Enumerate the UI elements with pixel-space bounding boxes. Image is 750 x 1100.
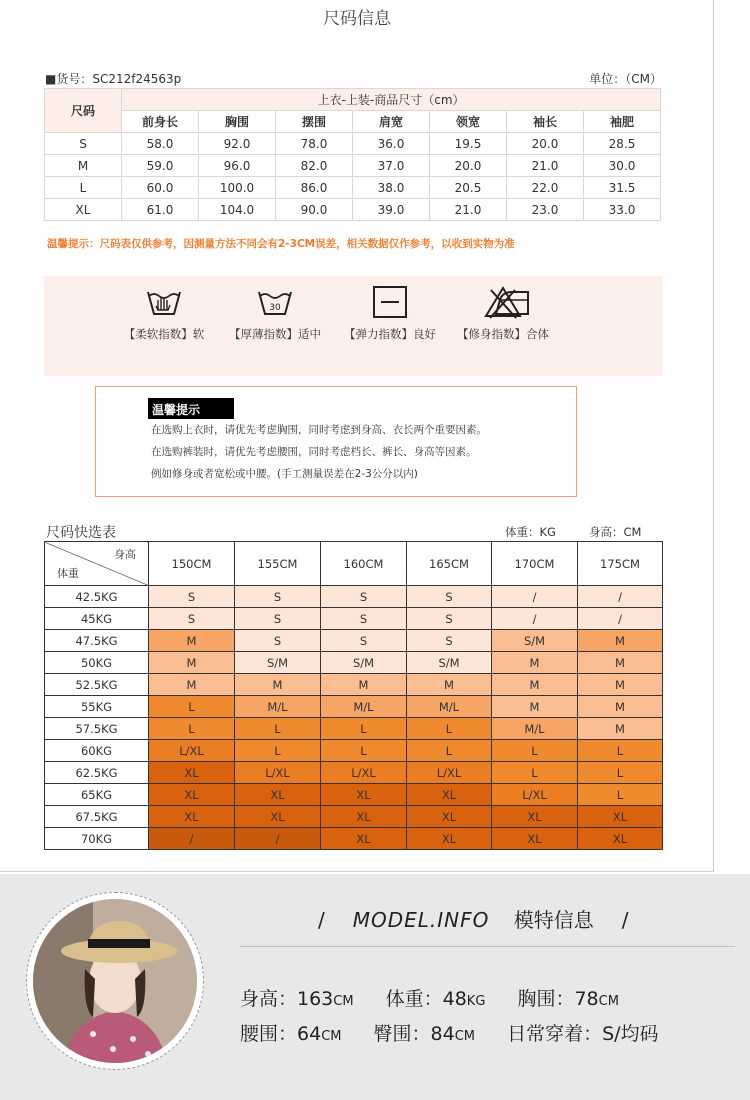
measurement-cell: 20.0 <box>507 133 584 155</box>
recommended-size-cell: S <box>407 608 492 630</box>
measurement-cell: 28.5 <box>584 133 661 155</box>
measurement-cell: 92.0 <box>199 133 276 155</box>
height-column-header: 155CM <box>235 542 321 586</box>
recommended-size-cell: M/L <box>235 696 321 718</box>
care-label: 【修身指数】合体 <box>457 327 549 341</box>
weight-cell: 65KG <box>45 784 149 806</box>
measurement-cell: 59.0 <box>122 155 199 177</box>
measurement-cell: 90.0 <box>276 199 353 221</box>
notice-title: 温馨提示 <box>148 398 234 419</box>
product-meta <box>45 70 662 88</box>
recommended-size-cell: XL <box>149 784 235 806</box>
quick-table-title: 尺码快选表 <box>46 525 116 541</box>
care-label: 【弹力指数】良好 <box>344 327 436 341</box>
recommended-size-cell: L/XL <box>321 762 407 784</box>
recommended-size-cell: L/XL <box>407 762 492 784</box>
recommended-size-cell: M <box>235 674 321 696</box>
recommended-size-cell: L <box>492 740 578 762</box>
model-hip: 臀围：84CM <box>373 1023 476 1045</box>
care-item-softness <box>109 284 219 342</box>
weight-cell: 70KG <box>45 828 149 850</box>
measurement-cell: 96.0 <box>199 155 276 177</box>
corner-height-label: 身高 <box>114 548 136 561</box>
recommended-size-cell: M <box>492 652 578 674</box>
table-row <box>45 696 663 718</box>
size-column-header: 袖长 <box>507 111 584 133</box>
recommended-size-cell: M <box>578 696 663 718</box>
measurement-cell: 30.0 <box>584 155 661 177</box>
model-heading <box>318 904 629 933</box>
recommended-size-cell: M <box>578 652 663 674</box>
model-usual-size: 日常穿着：S/均码 <box>507 1023 659 1045</box>
measurement-cell: 58.0 <box>122 133 199 155</box>
measurement-cell: 82.0 <box>276 155 353 177</box>
recommended-size-cell: L <box>407 740 492 762</box>
measurement-tip: 温馨提示：尺码表仅供参考，因测量方法不同会有2-3CM误差，相关数据仅作参考，以收到实物为准 <box>47 238 515 250</box>
recommended-size-cell: S <box>407 630 492 652</box>
size-cell: S <box>45 133 122 155</box>
size-cell: M <box>45 155 122 177</box>
model-waist: 腰围：64CM <box>240 1023 342 1045</box>
recommended-size-cell: XL <box>407 828 492 850</box>
table-row <box>45 762 663 784</box>
care-label: 【厚薄指数】适中 <box>229 327 321 341</box>
model-info-panel <box>0 874 750 1100</box>
recommended-size-cell: L <box>578 740 663 762</box>
care-item-iron <box>492 284 532 320</box>
wash-30-icon <box>255 284 295 320</box>
size-column-header: 领宽 <box>430 111 507 133</box>
recommended-size-cell: / <box>235 828 321 850</box>
product-code: ■货号：SC212f24563p <box>45 72 182 86</box>
weight-cell: 45KG <box>45 608 149 630</box>
table-row <box>45 652 663 674</box>
model-avatar <box>33 899 197 1063</box>
recommended-size-cell: L/XL <box>492 784 578 806</box>
weight-cell: 47.5KG <box>45 630 149 652</box>
recommended-size-cell: L/XL <box>235 762 321 784</box>
table-row <box>45 630 663 652</box>
weight-cell: 52.5KG <box>45 674 149 696</box>
recommended-size-cell: M <box>149 652 235 674</box>
recommended-size-cell: XL <box>149 762 235 784</box>
model-weight: 体重：48KG <box>385 988 486 1010</box>
measurement-cell: 104.0 <box>199 199 276 221</box>
unit-label: 单位：（CM） <box>589 72 662 86</box>
recommended-size-cell: XL <box>578 806 663 828</box>
measurement-cell: 78.0 <box>276 133 353 155</box>
table-row <box>45 806 663 828</box>
height-unit-label: 身高：CM <box>589 525 642 539</box>
table-row <box>45 133 661 155</box>
size-cell: XL <box>45 199 122 221</box>
table-row <box>45 177 661 199</box>
recommended-size-cell: XL <box>492 828 578 850</box>
recommended-size-cell: M/L <box>321 696 407 718</box>
hand-wash-icon <box>144 284 184 320</box>
recommended-size-cell: / <box>149 828 235 850</box>
size-quick-select-table <box>44 541 663 850</box>
measurement-cell: 22.0 <box>507 177 584 199</box>
recommended-size-cell: L <box>149 718 235 740</box>
heading-en: MODEL.INFO <box>352 908 490 932</box>
size-column-header: 袖肥 <box>584 111 661 133</box>
notice-line: 在选购上衣时，请优先考虑胸围，同时考虑到身高、衣长两个重要因素。 <box>151 424 487 436</box>
recommended-size-cell: S <box>321 608 407 630</box>
recommended-size-cell: S/M <box>321 652 407 674</box>
recommended-size-cell: M <box>321 674 407 696</box>
care-index-panel <box>44 276 662 376</box>
corner-weight-label: 体重 <box>57 567 79 580</box>
size-group-header: 上衣-上装-商品尺寸（cm） <box>122 89 661 111</box>
recommended-size-cell: M <box>578 718 663 740</box>
recommended-size-cell: L <box>321 718 407 740</box>
recommended-size-cell: L <box>492 762 578 784</box>
notice-line: 在选购裤装时，请优先考虑腰围，同时考虑档长、裤长、身高等因素。 <box>151 446 477 458</box>
height-column-header: 165CM <box>407 542 492 586</box>
measurement-cell: 21.0 <box>507 155 584 177</box>
recommended-size-cell: S <box>149 608 235 630</box>
size-column-header: 胸围 <box>199 111 276 133</box>
height-column-header: 170CM <box>492 542 578 586</box>
model-photo-icon <box>33 899 197 1063</box>
measurement-cell: 37.0 <box>353 155 430 177</box>
recommended-size-cell: XL <box>407 806 492 828</box>
weight-cell: 50KG <box>45 652 149 674</box>
recommended-size-cell: XL <box>321 784 407 806</box>
measurement-cell: 19.5 <box>430 133 507 155</box>
model-bust: 胸围：78CM <box>517 988 619 1010</box>
notice-line: 例如修身或者宽松或中腰。(手工测量误差在2-3公分以内) <box>151 468 418 480</box>
weight-cell: 67.5KG <box>45 806 149 828</box>
heading-cn: 模特信息 <box>513 908 594 932</box>
care-item-elasticity <box>335 284 445 342</box>
measurement-cell: 20.5 <box>430 177 507 199</box>
weight-cell: 62.5KG <box>45 762 149 784</box>
measurement-cell: 60.0 <box>122 177 199 199</box>
recommended-size-cell: S <box>235 586 321 608</box>
recommended-size-cell: M <box>407 674 492 696</box>
table-row <box>45 784 663 806</box>
recommended-size-cell: L/XL <box>149 740 235 762</box>
recommended-size-cell: L <box>578 762 663 784</box>
recommended-size-cell: XL <box>149 806 235 828</box>
weight-cell: 55KG <box>45 696 149 718</box>
recommended-size-cell: S <box>321 630 407 652</box>
recommended-size-cell: XL <box>235 784 321 806</box>
heading-slash: / <box>621 908 629 932</box>
model-stats-row-2 <box>240 1019 685 1046</box>
measurement-cell: 100.0 <box>199 177 276 199</box>
size-table <box>44 88 661 221</box>
weight-cell: 42.5KG <box>45 586 149 608</box>
recommended-size-cell: M/L <box>492 718 578 740</box>
height-column-header: 160CM <box>321 542 407 586</box>
recommended-size-cell: L <box>149 696 235 718</box>
iron-icon <box>492 284 532 320</box>
recommended-size-cell: / <box>492 608 578 630</box>
measurement-cell: 20.0 <box>430 155 507 177</box>
recommended-size-cell: S <box>407 586 492 608</box>
weight-unit-label: 体重：KG <box>505 525 556 539</box>
table-row <box>45 674 663 696</box>
recommended-size-cell: M <box>492 696 578 718</box>
recommended-size-cell: / <box>578 608 663 630</box>
table-row <box>45 608 663 630</box>
recommended-size-cell: XL <box>492 806 578 828</box>
weight-cell: 60KG <box>45 740 149 762</box>
recommended-size-cell: M <box>149 630 235 652</box>
notice-box <box>95 386 577 497</box>
size-column-header: 肩宽 <box>353 111 430 133</box>
measurement-cell: 39.0 <box>353 199 430 221</box>
measurement-cell: 31.5 <box>584 177 661 199</box>
dry-flat-icon <box>370 284 410 320</box>
table-row <box>45 828 663 850</box>
table-row <box>45 586 663 608</box>
recommended-size-cell: S/M <box>492 630 578 652</box>
size-cell: L <box>45 177 122 199</box>
height-column-header: 150CM <box>149 542 235 586</box>
table-row <box>45 740 663 762</box>
recommended-size-cell: L <box>578 784 663 806</box>
table-row <box>45 718 663 740</box>
height-column-header: 175CM <box>578 542 663 586</box>
recommended-size-cell: S <box>235 608 321 630</box>
recommended-size-cell: L <box>321 740 407 762</box>
table-row <box>45 199 661 221</box>
measurement-cell: 21.0 <box>430 199 507 221</box>
care-item-thickness <box>220 284 330 342</box>
table-row <box>45 155 661 177</box>
recommended-size-cell: XL <box>321 828 407 850</box>
model-height: 身高：163CM <box>240 988 354 1010</box>
recommended-size-cell: L <box>235 718 321 740</box>
measurement-cell: 38.0 <box>353 177 430 199</box>
recommended-size-cell: M <box>578 674 663 696</box>
table-corner-cell <box>45 542 149 586</box>
recommended-size-cell: L <box>235 740 321 762</box>
recommended-size-cell: S <box>149 586 235 608</box>
measurement-cell: 23.0 <box>507 199 584 221</box>
care-label: 【柔软指数】软 <box>123 327 205 341</box>
recommended-size-cell: M/L <box>407 696 492 718</box>
recommended-size-cell: L <box>407 718 492 740</box>
measurement-cell: 36.0 <box>353 133 430 155</box>
size-row-label: 尺码 <box>45 89 122 133</box>
recommended-size-cell: XL <box>235 806 321 828</box>
size-column-header: 摆围 <box>276 111 353 133</box>
weight-cell: 57.5KG <box>45 718 149 740</box>
recommended-size-cell: S <box>235 630 321 652</box>
heading-slash: / <box>318 908 325 932</box>
recommended-size-cell: M <box>492 674 578 696</box>
recommended-size-cell: XL <box>578 828 663 850</box>
page-title: 尺码信息 <box>323 9 391 29</box>
recommended-size-cell: / <box>492 586 578 608</box>
recommended-size-cell: M <box>578 630 663 652</box>
recommended-size-cell: S <box>321 586 407 608</box>
size-column-header: 前身长 <box>122 111 199 133</box>
model-stats-row-1 <box>240 984 645 1011</box>
measurement-cell: 86.0 <box>276 177 353 199</box>
recommended-size-cell: / <box>578 586 663 608</box>
recommended-size-cell: M <box>149 674 235 696</box>
measurement-cell: 33.0 <box>584 199 661 221</box>
measurement-cell: 61.0 <box>122 199 199 221</box>
svg-text:30: 30 <box>269 303 281 313</box>
recommended-size-cell: S/M <box>235 652 321 674</box>
divider <box>240 946 735 947</box>
recommended-size-cell: S/M <box>407 652 492 674</box>
recommended-size-cell: XL <box>321 806 407 828</box>
recommended-size-cell: XL <box>407 784 492 806</box>
